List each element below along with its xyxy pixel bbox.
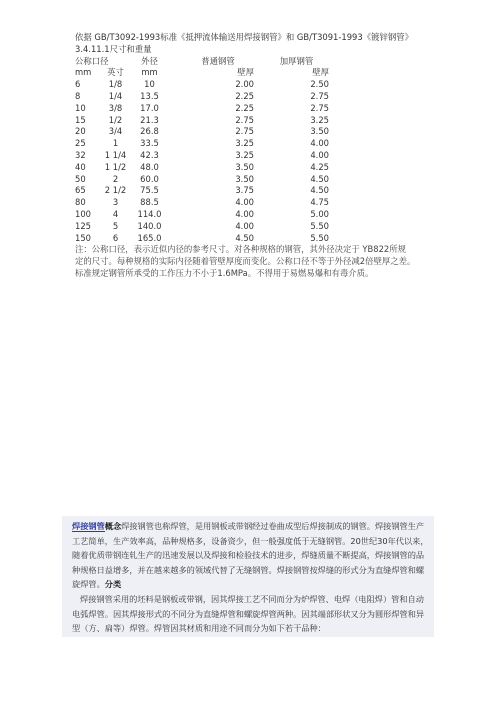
table-row xyxy=(75,126,329,138)
cell-wall-standard: 3.75 xyxy=(235,185,254,196)
cell-wall-thick: 4.50 xyxy=(310,173,329,184)
cell-inch: 5 xyxy=(112,220,119,231)
subheader-wall-standard: 壁厚 xyxy=(237,67,254,78)
cell-wall-standard: 3.25 xyxy=(235,149,254,160)
cell-nominal-mm: 8 xyxy=(75,90,81,101)
note-line-2: 定的尺寸。每种规格的实际内径随着管壁厚度而变化。公称口径不等于外径减2倍壁厚之差。 xyxy=(75,256,416,267)
cell-wall-thick: 3.25 xyxy=(310,114,329,125)
note-line-3: 标准规定钢管所承受的工作压力不小于1.6MPa。不得用于易燃易爆和有毒介质。 xyxy=(75,267,374,278)
table-row xyxy=(75,79,329,91)
cell-nominal-mm: 100 xyxy=(75,208,91,219)
cell-outer-diameter: 26.8 xyxy=(140,126,159,137)
table-row xyxy=(75,115,329,127)
cell-inch: 1/4 xyxy=(108,90,123,101)
cell-inch: 1 xyxy=(112,138,119,149)
cell-wall-thick: 5.50 xyxy=(310,220,329,231)
cell-wall-thick: 4.25 xyxy=(310,161,329,172)
cell-nominal-mm: 10 xyxy=(75,102,86,113)
cell-outer-diameter: 13.5 xyxy=(140,90,159,101)
cell-wall-standard: 2.75 xyxy=(235,114,254,125)
header-nominal-size: 公称口径 xyxy=(75,55,109,66)
keyword-welded-pipe[interactable]: 焊接钢管 xyxy=(72,521,105,531)
cell-wall-standard: 4.50 xyxy=(235,232,254,243)
table-row xyxy=(75,233,329,245)
table-row xyxy=(75,150,329,162)
spec-section xyxy=(75,32,450,280)
cell-wall-thick: 4.75 xyxy=(310,197,329,208)
standard-reference: 依据 GB/T3092-1993标准《抵押流体输送用焊接钢管》和 GB/T3091-1993《镀锌钢管》 xyxy=(75,32,413,42)
cell-nominal-mm: 20 xyxy=(75,126,86,137)
classification-label: 分类 xyxy=(104,579,122,590)
table-row xyxy=(75,174,329,186)
cell-wall-standard: 2.00 xyxy=(235,79,254,90)
table-subheader-row xyxy=(75,67,329,79)
cell-inch: 1/2 xyxy=(108,114,123,125)
cell-outer-diameter: 88.5 xyxy=(140,197,159,208)
cell-inch: 1 1/4 xyxy=(104,149,127,160)
table-row xyxy=(75,185,329,197)
cell-nominal-mm: 25 xyxy=(75,138,86,149)
table-row xyxy=(75,162,329,174)
cell-nominal-mm: 65 xyxy=(75,185,86,196)
welded-pipe-info-box xyxy=(62,516,434,637)
subheader-wall-thick: 壁厚 xyxy=(312,67,329,78)
cell-nominal-mm: 32 xyxy=(75,149,86,160)
pipe-size-table xyxy=(75,56,329,245)
table-row xyxy=(75,103,329,115)
cell-outer-diameter: 165.0 xyxy=(137,232,162,243)
cell-inch: 2 1/2 xyxy=(104,185,127,196)
cell-wall-thick: 2.75 xyxy=(310,102,329,113)
section-heading: 3.4.11.1尺寸和重量 xyxy=(75,43,152,54)
cell-wall-standard: 2.25 xyxy=(235,90,254,101)
cell-outer-diameter: 140.0 xyxy=(137,220,162,231)
cell-inch: 2 xyxy=(112,173,119,184)
classification-paragraph: 焊接钢管采用的坯料是钢板或带钢，因其焊接工艺不同而分为炉焊管、电焊（电阻焊）管和自动电弧焊管。因其焊接形式的不同分为直缝焊管和螺旋焊管两种。因其端部形状又分为圆形焊管和异型（方、扁等）焊管。焊管因其材质和用途不同而分为如下若干品种： xyxy=(72,593,425,634)
cell-outer-diameter: 21.3 xyxy=(140,114,159,125)
table-row xyxy=(75,138,329,150)
table-row xyxy=(75,197,329,209)
cell-outer-diameter: 114.0 xyxy=(137,208,162,219)
table-header-row xyxy=(75,56,329,68)
cell-outer-diameter: 75.5 xyxy=(140,185,159,196)
concept-label: 概念 xyxy=(104,521,122,531)
cell-wall-thick: 2.50 xyxy=(310,79,329,90)
cell-outer-diameter: 42.3 xyxy=(140,149,159,160)
cell-nominal-mm: 40 xyxy=(75,161,86,172)
cell-inch: 3 xyxy=(112,197,119,208)
cell-outer-diameter: 17.0 xyxy=(140,102,159,113)
cell-outer-diameter: 48.0 xyxy=(140,161,159,172)
cell-wall-standard: 3.25 xyxy=(235,138,254,149)
table-row xyxy=(75,209,329,221)
cell-inch: 3/8 xyxy=(108,102,123,113)
header-standard-pipe: 普通钢管 xyxy=(201,55,235,66)
cell-outer-diameter: 33.5 xyxy=(140,138,159,149)
cell-inch: 1/8 xyxy=(108,79,123,90)
cell-nominal-mm: 125 xyxy=(75,220,91,231)
cell-nominal-mm: 6 xyxy=(75,79,81,90)
cell-wall-standard: 4.00 xyxy=(235,208,254,219)
cell-nominal-mm: 150 xyxy=(75,232,91,243)
cell-wall-standard: 4.00 xyxy=(235,197,254,208)
header-thick-pipe: 加厚钢管 xyxy=(279,55,314,66)
cell-inch: 6 xyxy=(112,232,119,243)
cell-wall-thick: 4.50 xyxy=(310,185,329,196)
cell-wall-thick: 4.00 xyxy=(310,138,329,149)
header-outer-diameter: 外径 xyxy=(141,55,158,66)
note-line-1: 注：公称口径，表示近似内径的参考尺寸。对各种规格的钢管，其外径决定于 YB822所规 xyxy=(75,244,407,255)
cell-inch: 4 xyxy=(112,208,119,219)
cell-wall-thick: 2.75 xyxy=(310,90,329,101)
cell-wall-standard: 2.75 xyxy=(235,126,254,137)
cell-wall-standard: 3.50 xyxy=(235,173,254,184)
subheader-mm: mm xyxy=(75,67,92,78)
cell-wall-thick: 5.50 xyxy=(310,232,329,243)
cell-outer-diameter: 60.0 xyxy=(140,173,159,184)
subheader-inch: 英寸 xyxy=(107,67,124,78)
cell-wall-thick: 5.00 xyxy=(310,208,329,219)
cell-nominal-mm: 15 xyxy=(75,114,86,125)
cell-nominal-mm: 50 xyxy=(75,173,86,184)
concept-text: 焊接钢管也称焊管，是用钢板或带钢经过卷曲成型后焊接制成的钢管。焊接钢管生产工艺简单，生产效率高，品种规格多，设备资少，但一般强度低于无缝钢管。20世纪30年代以来，随着优质带钢连轧生产的迅速发展以及焊接和检验技术的进步，焊缝质量不断提高，焊接钢管的品种规格日益增多，并在越来越多的领域代替了无缝钢管。焊接钢管按焊缝的形式分为直缝焊管和螺旋焊管。 xyxy=(72,521,429,590)
cell-wall-standard: 2.25 xyxy=(235,102,254,113)
table-row xyxy=(75,91,329,103)
subheader-od-mm: mm xyxy=(141,67,158,78)
cell-wall-standard: 3.50 xyxy=(235,161,254,172)
cell-wall-thick: 3.50 xyxy=(310,126,329,137)
cell-inch: 1 1/2 xyxy=(104,161,127,172)
cell-wall-thick: 4.00 xyxy=(310,149,329,160)
cell-nominal-mm: 80 xyxy=(75,197,86,208)
cell-inch: 3/4 xyxy=(108,126,123,137)
cell-outer-diameter: 10 xyxy=(144,79,155,90)
table-row xyxy=(75,221,329,233)
concept-paragraph xyxy=(72,519,430,592)
cell-wall-standard: 4.00 xyxy=(235,220,254,231)
